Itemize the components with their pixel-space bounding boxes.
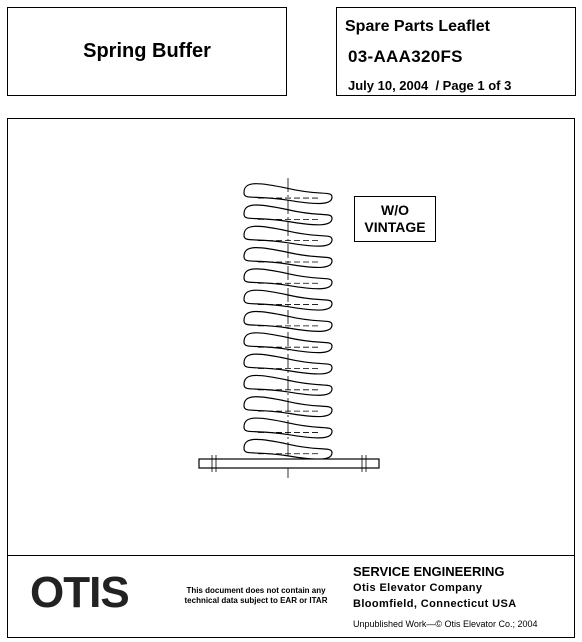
leaflet-code: 03-AAA320FS xyxy=(348,47,463,66)
company-location: Bloomfield, Connecticut USA xyxy=(353,598,517,610)
document-title: Spring Buffer xyxy=(83,40,211,62)
leaflet-title: Spare Parts Leaflet xyxy=(345,18,490,35)
service-engineering-title: SERVICE ENGINEERING xyxy=(353,564,505,579)
export-disclaimer xyxy=(168,586,344,606)
copyright-notice: Unpublished Work—© Otis Elevator Co.; 2004 xyxy=(353,619,538,629)
disclaimer-line-2: technical data subject to EAR or ITAR xyxy=(184,596,328,605)
base-plate xyxy=(199,459,379,468)
vintage-line-2: VINTAGE xyxy=(364,219,426,235)
vintage-label xyxy=(354,196,436,242)
footer-divider xyxy=(7,555,575,556)
otis-logo: OTIS xyxy=(30,568,129,617)
vintage-line-1: W/O xyxy=(381,202,409,218)
company-name: Otis Elevator Company xyxy=(353,582,483,594)
disclaimer-line-1: This document does not contain any xyxy=(186,586,326,595)
date-page-info: July 10, 2004 / Page 1 of 3 xyxy=(348,78,512,93)
